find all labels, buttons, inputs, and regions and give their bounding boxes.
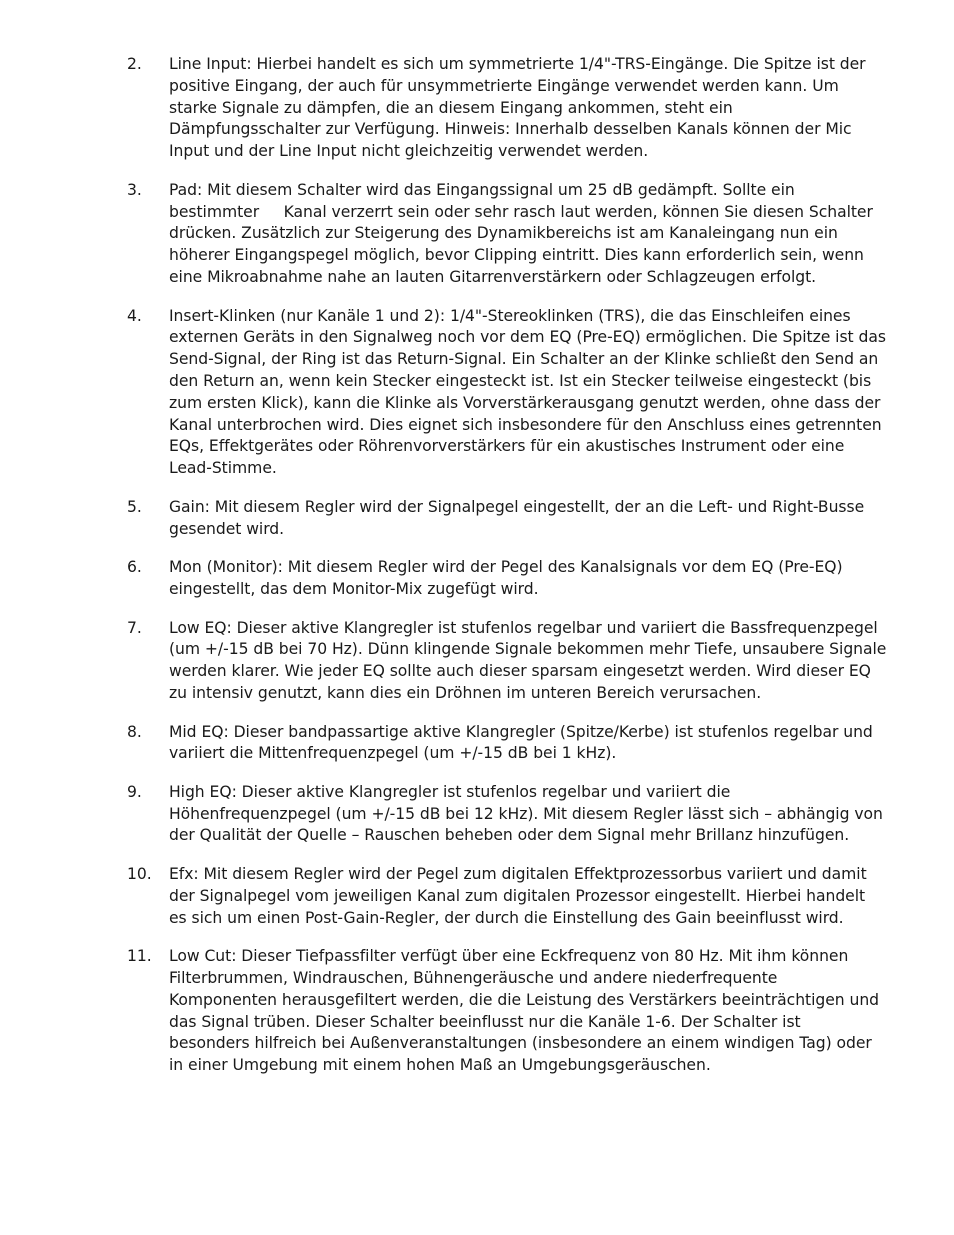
text-line: den Return an, wenn kein Stecker eingesteckt ist. Ist ein Stecker teilweise eingesteckt (bis	[169, 371, 872, 390]
text-line: Mid EQ: Dieser bandpassartige aktive Klangregler (Spitze/Kerbe) ist stufenlos regelbar und	[169, 722, 873, 741]
text-line: Kanal unterbrochen wird. Dies eignet sich insbesondere für den Anschluss eines getrennten	[169, 415, 882, 434]
text-line: besonders hilfreich bei Außenveranstaltungen (insbesondere an einem windigen Tag) oder	[169, 1034, 872, 1053]
text-line: Mon (Monitor): Mit diesem Regler wird der Pegel des Kanalsignals vor dem EQ (Pre-EQ)	[169, 558, 843, 577]
text-line: der Signalpegel vom jeweiligen Kanal zum digitalen Prozessor eingestellt. Hierbei handelt	[169, 886, 866, 905]
text-line: Send-Signal, der Ring ist das Return-Signal. Ein Schalter an der Klinke schließt den Send an	[169, 350, 879, 369]
item-text	[169, 557, 897, 601]
list-item	[127, 557, 897, 601]
item-text	[169, 180, 897, 289]
text-line: höherer Eingangspegel möglich, bevor Clipping eintritt. Dies kann erforderlich sein, wenn	[169, 246, 864, 265]
item-number: 11.	[127, 947, 152, 966]
item-number: 8.	[127, 722, 142, 741]
text-line: eine Mikroabnahme nahe an lauten Gitarrenverstärkern oder Schlagzeugen erfolgt.	[169, 267, 817, 286]
text-line: Komponenten herausgefiltert werden, die die Leistung des Verstärkers beeinträchtigen und	[169, 990, 880, 1009]
item-text	[169, 306, 897, 480]
text-line: externen Geräts in den Signalweg noch vor dem EQ (Pre-EQ) ermöglichen. Die Spitze ist das	[169, 328, 886, 347]
text-line: eingestellt, das dem Monitor-Mix zugefügt wird.	[169, 579, 539, 598]
text-line: variiert die Mittenfrequenzpegel (um +/-15 dB bei 1 kHz).	[169, 744, 617, 763]
item-number: 5.	[127, 497, 142, 516]
text-line: EQs, Effektgerätes oder Röhrenvorverstärkers für ein akustisches Instrument oder eine	[169, 437, 845, 456]
text-line: Low Cut: Dieser Tiefpassfilter verfügt über eine Eckfrequenz von 80 Hz. Mit ihm können	[169, 947, 849, 966]
list-item	[127, 782, 897, 847]
item-number: 2.	[127, 55, 142, 73]
text-line: Filterbrummen, Windrauschen, Bühnengeräusche und andere niederfrequente	[169, 969, 778, 988]
text-line: Höhenfrequenzpegel (um +/-15 dB bei 12 kHz). Mit diesem Regler lässt sich – abhängig von	[169, 804, 883, 823]
list-item	[127, 180, 897, 289]
text-line: High EQ: Dieser aktive Klangregler ist stufenlos regelbar und variiert die	[169, 782, 731, 801]
item-number: 10.	[127, 865, 152, 884]
text-line: in einer Umgebung mit einem hohen Maß an Umgebungsgeräuschen.	[169, 1056, 711, 1075]
text-line: bestimmter Kanal verzerrt sein oder sehr rasch laut werden, können Sie diesen Schalter	[169, 202, 873, 221]
list-item	[127, 54, 897, 163]
list-item	[127, 618, 897, 705]
item-number: 7.	[127, 618, 142, 637]
item-number: 4.	[127, 306, 142, 325]
list-item	[127, 306, 897, 480]
text-line: (um +/-15 dB bei 70 Hz). Dünn klingende Signale bekommen mehr Tiefe, unsaubere Signale	[169, 640, 887, 659]
list-item	[127, 946, 897, 1077]
text-line: Low EQ: Dieser aktive Klangregler ist stufenlos regelbar und variiert die Bassfrequenzpegel	[169, 618, 878, 637]
text-line: es sich um einen Post-Gain-Regler, der durch die Einstellung des Gain beeinflusst wird.	[169, 908, 844, 927]
text-line: Dämpfungsschalter zur Verfügung. Hinweis: Innerhalb desselben Kanals können der Mic	[169, 120, 852, 139]
item-text	[169, 722, 897, 766]
text-line: Lead-Stimme.	[169, 459, 277, 478]
item-text	[169, 618, 897, 705]
text-line: starke Signale zu dämpfen, die an diesem Eingang ankommen, steht ein	[169, 98, 733, 117]
item-text	[169, 497, 897, 541]
text-line: Efx: Mit diesem Regler wird der Pegel zum digitalen Effektprozessorbus variiert und damit	[169, 865, 867, 884]
list-item	[127, 722, 897, 766]
item-text	[169, 782, 897, 847]
item-number: 6.	[127, 558, 142, 577]
item-text	[169, 54, 897, 163]
feature-list	[127, 54, 897, 1094]
item-text	[169, 946, 897, 1077]
item-number: 3.	[127, 180, 142, 199]
text-line: Insert-Klinken (nur Kanäle 1 und 2): 1/4"-Stereoklinken (TRS), die das Einschleifen eines	[169, 306, 851, 325]
item-text	[169, 864, 897, 929]
list-item	[127, 497, 897, 541]
item-number: 9.	[127, 782, 142, 801]
text-line: werden klarer. Wie jeder EQ sollte auch dieser sparsam eingesetzt werden. Wird dieser EQ	[169, 662, 871, 681]
text-line: Input und der Line Input nicht gleichzeitig verwendet werden.	[169, 142, 649, 161]
list-item	[127, 864, 897, 929]
text-line: gesendet wird.	[169, 519, 285, 538]
text-line: der Qualität der Quelle – Rauschen beheben oder dem Signal mehr Brillanz hinzufügen.	[169, 826, 850, 845]
text-line: Pad: Mit diesem Schalter wird das Eingangssignal um 25 dB gedämpft. Sollte ein	[169, 180, 795, 199]
text-line: Line Input: Hierbei handelt es sich um symmetrierte 1/4"-TRS-Eingänge. Die Spitze ist der	[169, 55, 866, 73]
text-line: positive Eingang, der auch für unsymmetrierte Eingänge verwendet werden kann. Um	[169, 76, 839, 95]
text-line: zum ersten Klick), kann die Klinke als Vorverstärkerausgang genutzt werden, ohne dass der	[169, 393, 881, 412]
text-line: das Signal trüben. Dieser Schalter beeinflusst nur die Kanäle 1-6. Der Schalter ist	[169, 1012, 801, 1031]
text-line: Gain: Mit diesem Regler wird der Signalpegel eingestellt, der an die Left- und Right-Busse	[169, 497, 865, 516]
text-line: zu intensiv genutzt, kann dies ein Dröhnen im unteren Bereich verursachen.	[169, 683, 762, 702]
text-line: drücken. Zusätzlich zur Steigerung des Dynamikbereichs ist am Kanaleingang nun ein	[169, 224, 838, 243]
